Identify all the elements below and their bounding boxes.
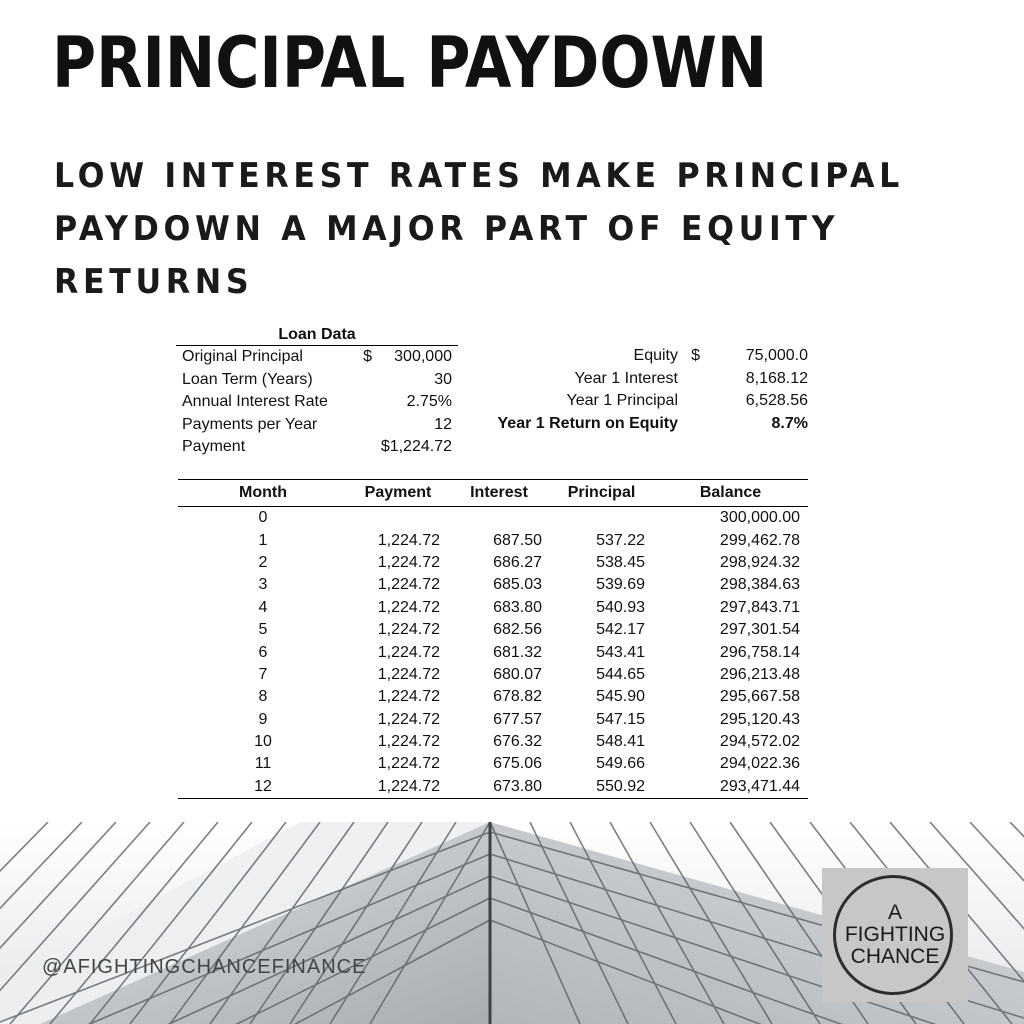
table-row: [178, 731, 808, 753]
logo-line: FIGHTING: [844, 923, 946, 946]
equity-label: Year 1 Interest: [574, 369, 678, 387]
cell-balance: 295,667.58: [719, 688, 800, 706]
cell-balance: 300,000.00: [719, 509, 800, 527]
table-row: [178, 529, 808, 551]
cell-interest: 685.03: [493, 576, 542, 594]
table-row: [178, 619, 808, 641]
loan-label: Original Principal: [182, 348, 303, 365]
column-header-balance: Balance: [653, 480, 808, 507]
equity-row: [462, 390, 808, 413]
cell-payment: 1,224.72: [377, 710, 440, 728]
table-row: [178, 686, 808, 708]
table-row: [178, 709, 808, 731]
table-row: [178, 641, 808, 663]
equity-currency: [678, 368, 700, 391]
amortization-body: [178, 507, 808, 799]
column-header-month: Month: [178, 480, 348, 507]
table-row: [178, 753, 808, 775]
loan-value: 12: [434, 415, 452, 433]
loan-currency: [352, 369, 372, 392]
cell-interest: [448, 507, 550, 530]
subtitle-line: RETURNS: [54, 262, 254, 302]
cell-interest: 687.50: [493, 531, 542, 549]
cell-balance: 299,462.78: [719, 531, 800, 549]
cell-payment: 1,224.72: [377, 553, 440, 571]
loan-data-table: [176, 325, 458, 459]
cell-month: 1: [258, 531, 268, 549]
logo-text: [822, 868, 968, 1002]
column-header-payment: Payment: [348, 480, 448, 507]
cell-principal: 537.22: [596, 531, 645, 549]
cell-balance: 298,384.63: [719, 576, 800, 594]
page-title: PRINCIPAL PAYDOWN: [52, 22, 768, 104]
equity-row-return: [462, 413, 808, 436]
cell-payment: 1,224.72: [348, 776, 448, 799]
table-row: [178, 552, 808, 574]
loan-currency: [352, 391, 372, 414]
cell-interest: 681.32: [493, 643, 542, 661]
cell-balance: 298,924.32: [719, 553, 800, 571]
cell-principal: 543.41: [596, 643, 645, 661]
cell-principal: 538.45: [596, 553, 645, 571]
cell-payment: 1,224.72: [377, 643, 440, 661]
equity-value: 6,528.56: [745, 392, 808, 409]
cell-month: 2: [258, 553, 268, 571]
table-row: [178, 776, 808, 799]
table-row: [178, 597, 808, 619]
equity-value: 75,000.0: [745, 347, 808, 364]
equity-currency: $: [691, 347, 700, 364]
cell-payment: 1,224.72: [377, 755, 440, 773]
loan-row: [176, 436, 458, 459]
loan-currency: $: [363, 348, 372, 365]
equity-label: Year 1 Return on Equity: [497, 414, 678, 432]
logo-line: CHANCE: [850, 945, 940, 968]
column-header-interest: Interest: [448, 480, 550, 507]
cell-payment: 1,224.72: [377, 576, 440, 594]
cell-month: 7: [258, 665, 268, 683]
cell-payment: 1,224.72: [377, 665, 440, 683]
cell-balance: 295,120.43: [719, 710, 800, 728]
equity-currency: [678, 413, 700, 436]
loan-label: Payments per Year: [182, 415, 318, 433]
table-row: [178, 664, 808, 686]
cell-balance: 297,843.71: [719, 598, 800, 616]
cell-balance: 294,572.02: [719, 733, 800, 751]
cell-balance: 296,758.14: [719, 643, 800, 661]
cell-payment: 1,224.72: [377, 598, 440, 616]
cell-principal: 539.69: [596, 576, 645, 594]
column-header-principal: Principal: [550, 480, 653, 507]
cell-principal: 542.17: [596, 621, 645, 639]
cell-interest: 680.07: [493, 665, 542, 683]
equity-row: [462, 345, 808, 368]
cell-interest: 675.06: [493, 755, 542, 773]
cell-interest: 673.80: [448, 776, 550, 799]
page-subtitle: [54, 150, 919, 309]
loan-row: [176, 391, 458, 414]
cell-principal: 547.15: [596, 710, 645, 728]
loan-data-heading: Loan Data: [176, 325, 458, 346]
equity-label: Equity: [633, 347, 678, 364]
loan-label: Annual Interest Rate: [182, 393, 328, 410]
cell-payment: 1,224.72: [377, 531, 440, 549]
loan-row: [176, 346, 458, 369]
loan-label: Payment: [182, 438, 246, 455]
cell-interest: 678.82: [493, 688, 542, 706]
loan-row: [176, 414, 458, 437]
equity-row: [462, 368, 808, 391]
cell-payment: 1,224.72: [377, 733, 440, 751]
equity-label: Year 1 Principal: [566, 392, 678, 409]
cell-interest: 677.57: [493, 710, 542, 728]
table-header-row: [178, 480, 808, 507]
cell-month: 6: [258, 643, 268, 661]
equity-currency: [678, 390, 700, 413]
cell-interest: 682.56: [493, 621, 542, 639]
cell-month: 12: [178, 776, 348, 799]
cell-payment: [348, 507, 448, 530]
cell-balance: 293,471.44: [653, 776, 808, 799]
cell-payment: 1,224.72: [377, 621, 440, 639]
amortization-table: [178, 479, 808, 799]
cell-month: 9: [258, 710, 268, 728]
cell-principal: 548.41: [596, 733, 645, 751]
cell-balance: 294,022.36: [719, 755, 800, 773]
table-row: [178, 574, 808, 596]
subtitle-line: LOW INTEREST RATES MAKE PRINCIPAL: [54, 156, 904, 196]
loan-value: $1,224.72: [380, 438, 452, 455]
loan-value: 2.75%: [406, 393, 452, 410]
cell-principal: 549.66: [596, 755, 645, 773]
loan-currency: [352, 414, 372, 437]
cell-month: 0: [258, 509, 268, 527]
cell-principal: 550.92: [550, 776, 653, 799]
equity-summary: [462, 345, 808, 435]
social-handle: @AFIGHTINGCHANCEFINANCE: [42, 956, 367, 978]
cell-month: 5: [258, 621, 268, 639]
cell-balance: 296,213.48: [719, 665, 800, 683]
subtitle-line: PAYDOWN A MAJOR PART OF EQUITY: [54, 209, 840, 249]
cell-balance: 297,301.54: [719, 621, 800, 639]
cell-interest: 676.32: [493, 733, 542, 751]
loan-label: Loan Term (Years): [182, 370, 313, 388]
loan-value: 30: [434, 370, 452, 388]
cell-principal: 544.65: [596, 665, 645, 683]
cell-month: 3: [258, 576, 268, 594]
logo-line: A: [887, 901, 902, 924]
cell-principal: [550, 507, 653, 530]
cell-month: 4: [258, 598, 268, 616]
table-row: [178, 507, 808, 530]
cell-interest: 686.27: [493, 553, 542, 571]
equity-value: 8.7%: [771, 414, 808, 432]
loan-row: [176, 369, 458, 392]
loan-currency: [352, 436, 372, 459]
cell-payment: 1,224.72: [377, 688, 440, 706]
cell-principal: 545.90: [596, 688, 645, 706]
cell-principal: 540.93: [596, 598, 645, 616]
cell-interest: 683.80: [493, 598, 542, 616]
cell-month: 11: [254, 755, 272, 773]
brand-logo: [822, 868, 968, 1002]
cell-month: 10: [254, 733, 272, 751]
loan-value: 300,000: [394, 348, 452, 365]
equity-value: 8,168.12: [745, 369, 808, 387]
cell-month: 8: [258, 688, 268, 706]
